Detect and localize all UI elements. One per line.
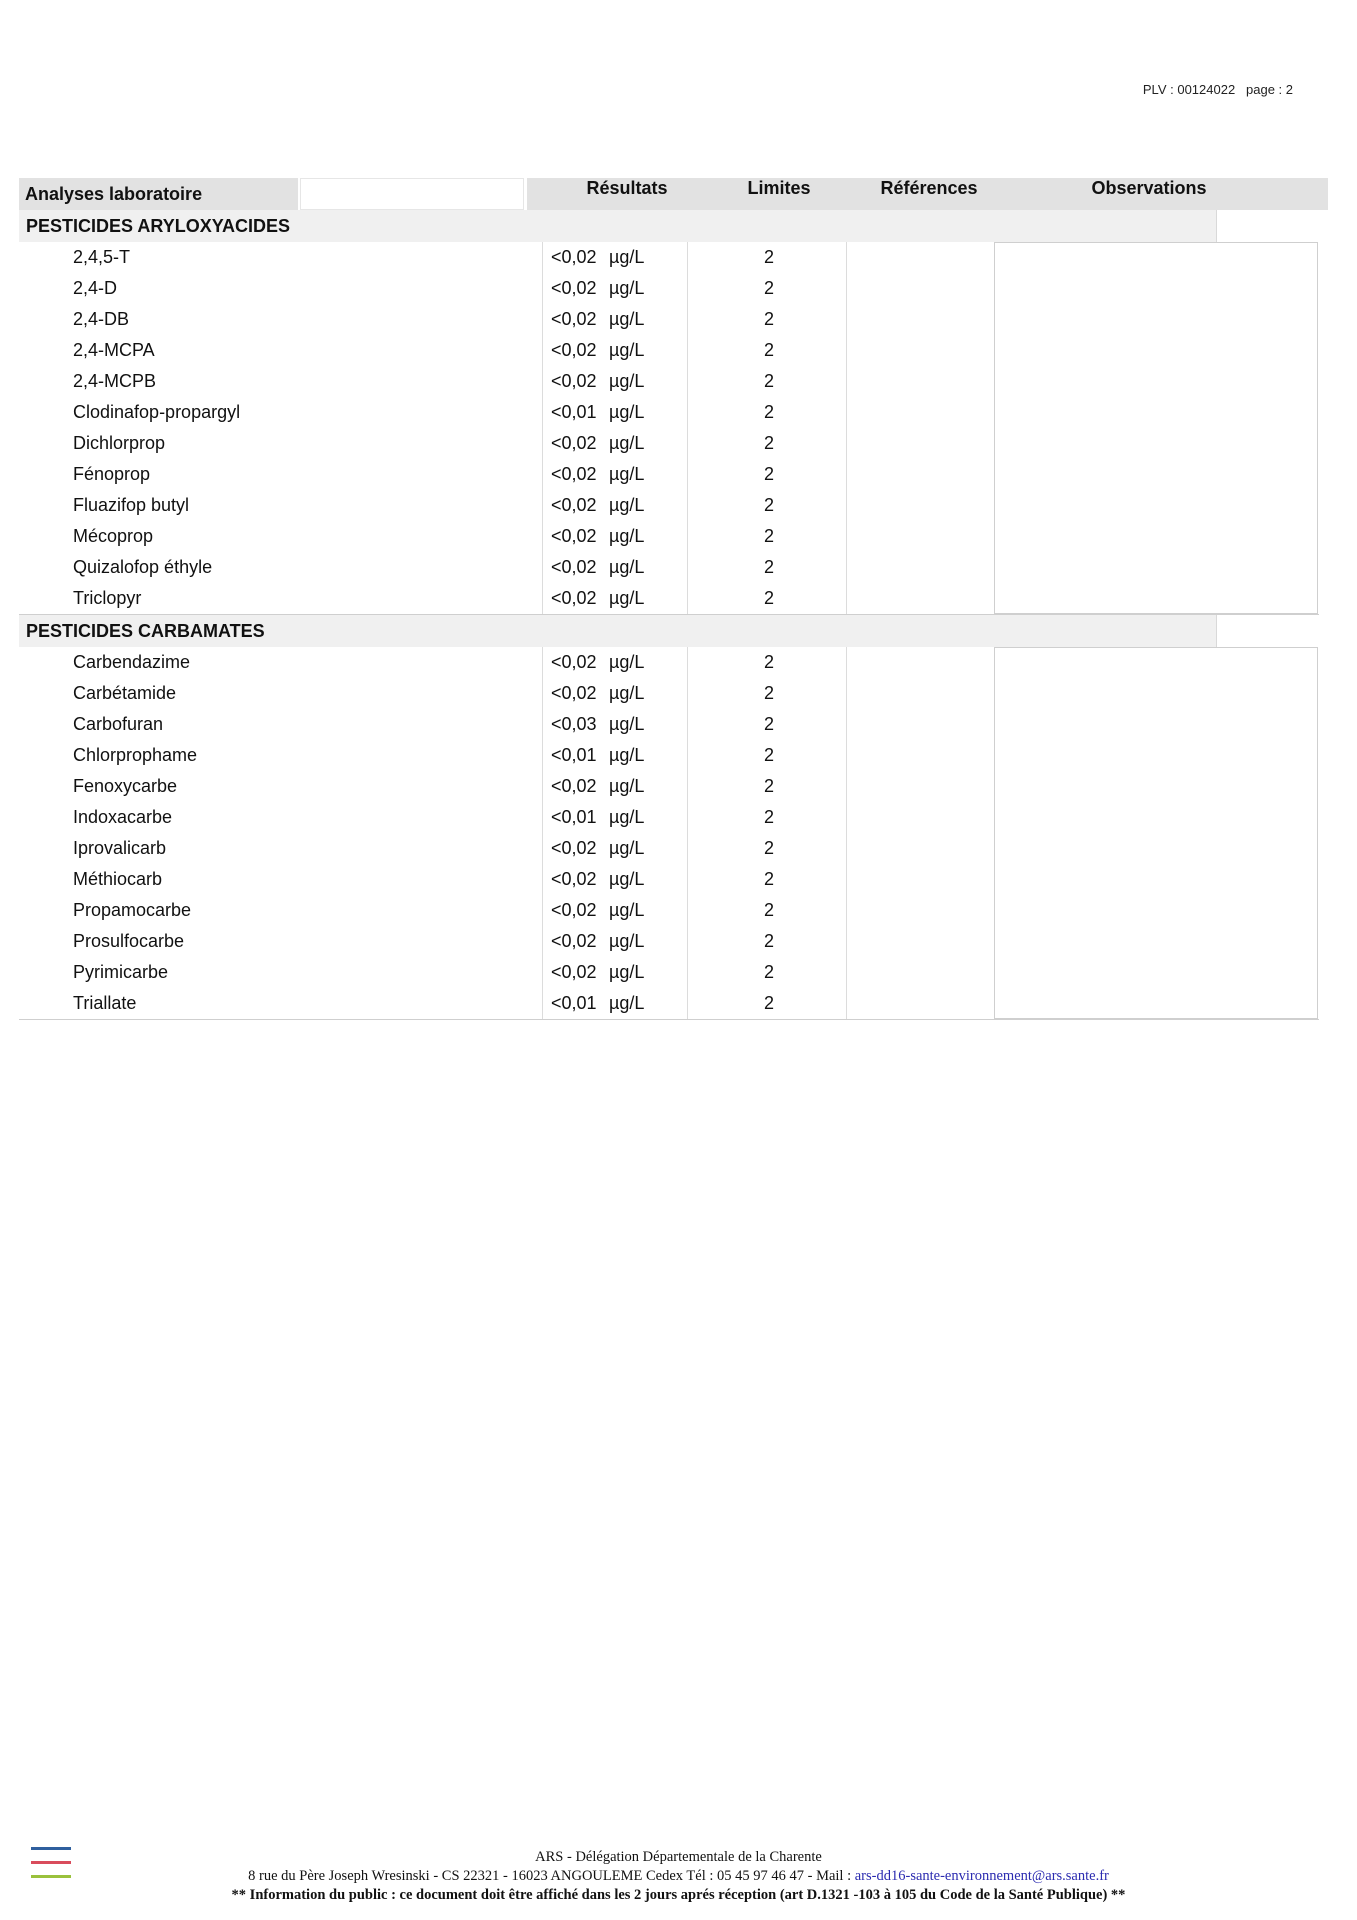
result-unit: µg/L: [609, 557, 645, 577]
footer-address-line: [0, 1867, 1357, 1886]
table-row: [19, 957, 1319, 988]
result-unit: µg/L: [609, 900, 645, 920]
table-row: [19, 988, 1319, 1019]
table-row: [19, 864, 1319, 895]
limit-value: 2: [763, 869, 774, 889]
result-value: <0,01: [551, 745, 597, 765]
table-group: [19, 615, 1328, 1020]
table-row: [19, 459, 1319, 490]
result-unit: µg/L: [609, 433, 645, 453]
result-unit: µg/L: [609, 588, 645, 608]
limit-value: 2: [763, 776, 774, 796]
result-value: <0,02: [551, 557, 597, 577]
table-row: [19, 273, 1319, 304]
analysis-name: Fluazifop butyl: [73, 495, 190, 515]
table-row: [19, 335, 1319, 366]
limit-value: 2: [763, 247, 774, 267]
analysis-name: 2,4-DB: [73, 309, 130, 329]
limit-value: 2: [763, 993, 774, 1013]
limit-value: 2: [763, 433, 774, 453]
table-row: [19, 366, 1319, 397]
analysis-name: Pyrimicarbe: [73, 962, 169, 982]
column-header-resultats: Résultats: [586, 178, 668, 198]
limit-value: 2: [763, 714, 774, 734]
table-row: [19, 583, 1319, 614]
table-row: [19, 709, 1319, 740]
analysis-name: Prosulfocarbe: [73, 931, 185, 951]
analysis-name: Quizalofop éthyle: [73, 557, 213, 577]
limit-value: 2: [763, 745, 774, 765]
group-title: PESTICIDES ARYLOXYACIDES: [19, 210, 1217, 242]
limit-value: 2: [763, 278, 774, 298]
analysis-name: Fénoprop: [73, 464, 151, 484]
table-group: [19, 210, 1328, 615]
limit-value: 2: [763, 900, 774, 920]
limit-value: 2: [763, 371, 774, 391]
result-value: <0,02: [551, 278, 597, 298]
result-unit: µg/L: [609, 683, 645, 703]
result-value: <0,02: [551, 340, 597, 360]
group-body: [19, 647, 1319, 1020]
table-row: [19, 926, 1319, 957]
result-value: <0,02: [551, 900, 597, 920]
result-value: <0,02: [551, 309, 597, 329]
analysis-name: Triallate: [73, 993, 137, 1013]
analysis-name: Propamocarbe: [73, 900, 192, 920]
table-row: [19, 771, 1319, 802]
limit-value: 2: [763, 807, 774, 827]
analysis-name: Chlorprophame: [73, 745, 198, 765]
group-body: [19, 242, 1319, 615]
table-row: [19, 678, 1319, 709]
limit-value: 2: [763, 652, 774, 672]
table-row: [19, 397, 1319, 428]
result-value: <0,02: [551, 495, 597, 515]
limit-value: 2: [763, 464, 774, 484]
column-header-analyses: Analyses laboratoire: [19, 178, 298, 210]
table-row: [19, 242, 1319, 273]
analysis-name: 2,4-D: [73, 278, 118, 298]
result-value: <0,02: [551, 588, 597, 608]
table-header: [19, 178, 1328, 210]
table-row: [19, 304, 1319, 335]
result-unit: µg/L: [609, 371, 645, 391]
result-value: <0,02: [551, 931, 597, 951]
table-row: [19, 521, 1319, 552]
result-unit: µg/L: [609, 652, 645, 672]
result-value: <0,02: [551, 371, 597, 391]
result-unit: µg/L: [609, 714, 645, 734]
limit-value: 2: [763, 683, 774, 703]
column-header-observations: Observations: [1091, 178, 1207, 198]
result-value: <0,02: [551, 464, 597, 484]
analysis-name: 2,4,5-T: [73, 247, 131, 267]
analysis-name: Clodinafop-propargyl: [73, 402, 241, 422]
result-value: <0,02: [551, 652, 597, 672]
limit-value: 2: [763, 588, 774, 608]
limit-value: 2: [763, 402, 774, 422]
result-value: <0,01: [551, 807, 597, 827]
table-row: [19, 895, 1319, 926]
result-unit: µg/L: [609, 309, 645, 329]
result-value: <0,03: [551, 714, 597, 734]
result-value: <0,02: [551, 526, 597, 546]
analysis-name: Triclopyr: [73, 588, 142, 608]
result-value: <0,02: [551, 962, 597, 982]
limit-value: 2: [763, 838, 774, 858]
result-value: <0,01: [551, 993, 597, 1013]
result-unit: µg/L: [609, 340, 645, 360]
result-unit: µg/L: [609, 402, 645, 422]
analysis-name: 2,4-MCPA: [73, 340, 155, 360]
analysis-name: Iprovalicarb: [73, 838, 167, 858]
footer-public-notice: ** Information du public : ce document doit être affiché dans les 2 jours aprés réception (art D.1321 -103 à 105 du Code de la Santé Publique) **: [231, 1887, 1126, 1903]
limit-value: 2: [763, 526, 774, 546]
result-value: <0,02: [551, 683, 597, 703]
limit-value: 2: [763, 962, 774, 982]
table-row: [19, 740, 1319, 771]
analysis-name: Mécoprop: [73, 526, 154, 546]
analysis-name: Carbendazime: [73, 652, 191, 672]
analysis-name: Dichlorprop: [73, 433, 166, 453]
result-unit: µg/L: [609, 464, 645, 484]
result-unit: µg/L: [609, 869, 645, 889]
column-header-blank: [300, 178, 524, 210]
result-unit: µg/L: [609, 931, 645, 951]
table-row: [19, 428, 1319, 459]
page-footer: [0, 1848, 1357, 1905]
analysis-name: Carbétamide: [73, 683, 177, 703]
column-header-references: Références: [880, 178, 978, 198]
result-unit: µg/L: [609, 807, 645, 827]
table-groups: [19, 210, 1328, 1020]
result-value: <0,02: [551, 776, 597, 796]
result-unit: µg/L: [609, 745, 645, 765]
table-row: [19, 802, 1319, 833]
analysis-name: Indoxacarbe: [73, 807, 173, 827]
table-row: [19, 833, 1319, 864]
results-table: [19, 178, 1328, 1020]
table-row: [19, 490, 1319, 521]
result-unit: µg/L: [609, 278, 645, 298]
analysis-name: Carbofuran: [73, 714, 164, 734]
analysis-name: 2,4-MCPB: [73, 371, 157, 391]
result-unit: µg/L: [609, 838, 645, 858]
analysis-name: Méthiocarb: [73, 869, 163, 889]
result-value: <0,02: [551, 869, 597, 889]
limit-value: 2: [763, 931, 774, 951]
limit-value: 2: [763, 557, 774, 577]
result-unit: µg/L: [609, 776, 645, 796]
limit-value: 2: [763, 340, 774, 360]
result-unit: µg/L: [609, 962, 645, 982]
result-value: <0,02: [551, 433, 597, 453]
table-row: [19, 552, 1319, 583]
group-title: PESTICIDES CARBAMATES: [19, 615, 1217, 647]
result-value: <0,02: [551, 247, 597, 267]
limit-value: 2: [763, 309, 774, 329]
result-value: <0,01: [551, 402, 597, 422]
footer-organisation: ARS - Délégation Départementale de la Charente: [535, 1849, 822, 1865]
limit-value: 2: [763, 495, 774, 515]
result-value: <0,02: [551, 838, 597, 858]
result-unit: µg/L: [609, 495, 645, 515]
footer-address: 8 rue du Père Joseph Wresinski - CS 22321 - 16023 ANGOULEME Cedex Tél : 05 45 97 46 47 - Mail :: [248, 1868, 855, 1884]
table-row: [19, 647, 1319, 678]
result-unit: µg/L: [609, 526, 645, 546]
result-unit: µg/L: [609, 993, 645, 1013]
result-unit: µg/L: [609, 247, 645, 267]
analysis-name: Fenoxycarbe: [73, 776, 178, 796]
column-header-limites: Limites: [747, 178, 811, 198]
plv-reference: PLV : 00124022 page : 2: [1142, 82, 1293, 97]
footer-email-link[interactable]: ars-dd16-sante-environnement@ars.sante.fr: [854, 1868, 1109, 1884]
